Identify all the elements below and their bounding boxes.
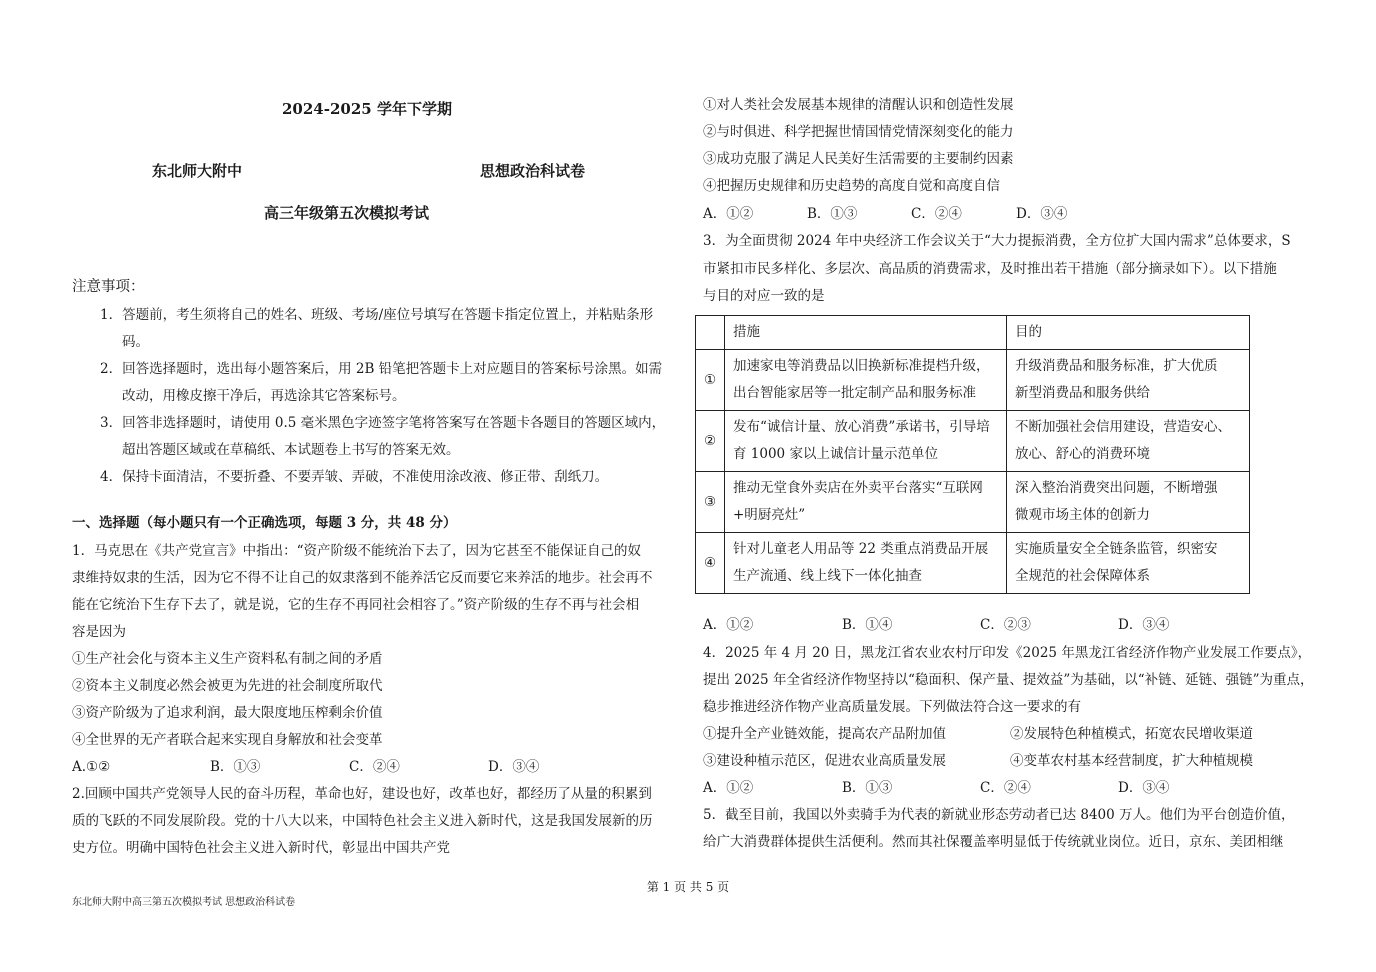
table-row xyxy=(696,533,1250,594)
q4-option-c: C．②④ xyxy=(980,780,1031,796)
q4-item-4: ④变革农村基本经营制度，扩大种植规模 xyxy=(1010,753,1253,769)
q4-item-2: ②发展特色种植模式，拓宽农民增收渠道 xyxy=(1010,726,1253,742)
notice-item-2-line-2: 改动，用橡皮擦干净后，再选涂其它答案标号。 xyxy=(122,388,406,404)
measure-line: 生产流通、线上线下一体化抽查 xyxy=(733,568,922,584)
q2-item-3: ③成功克服了满足人民美好生活需要的主要制约因素 xyxy=(703,151,1014,167)
goal-line: 升级消费品和服务标准，扩大优质 xyxy=(1015,358,1218,374)
measure-cell xyxy=(725,350,1007,411)
table-row xyxy=(696,411,1250,472)
goal-cell xyxy=(1007,411,1250,472)
q4-stem-line: 稳步推进经济作物产业高质量发展。下列做法符合这一要求的有 xyxy=(703,699,1081,715)
q4-stem-line: 4．2025 年 4 月 20 日，黑龙江省农业农村厅印发《2025 年黑龙江省经济作物产业发展工作要点》， xyxy=(703,645,1312,661)
q1-stem-line: 1．马克思在《共产党宣言》中指出：“资产阶级不能统治下去了，因为它甚至不能保证自己的奴 xyxy=(72,543,641,559)
exam-term: 2024-2025 学年下学期 xyxy=(282,100,452,118)
q1-stem-line: 容是因为 xyxy=(72,624,126,640)
row-number: ① xyxy=(696,350,725,411)
q1-option-d: D．③④ xyxy=(488,759,540,775)
notice-item-4: 4．保持卡面清洁，不要折叠、不要弄皱、弄破，不准使用涂改液、修正带、刮纸刀。 xyxy=(100,469,609,485)
q1-option-c: C．②④ xyxy=(349,759,400,775)
goal-line: 全规范的社会保障体系 xyxy=(1015,568,1150,584)
q5-stem-line: 5．截至目前，我国以外卖骑手为代表的新就业形态劳动者已达 8400 万人。他们为平台创造价值， xyxy=(703,807,1295,823)
measure-line: 出台智能家居等一批定制产品和服务标准 xyxy=(733,385,976,401)
goal-line: 新型消费品和服务供给 xyxy=(1015,385,1150,401)
notice-item-2-line-1: 2．回答选择题时，选出每小题答案后，用 2B 铅笔把答题卡上对应题目的答案标号涂黑。如需 xyxy=(100,361,663,377)
q2-option-a: A．①② xyxy=(703,206,754,222)
measure-line: 推动无堂食外卖店在外卖平台落实“互联网 xyxy=(733,480,983,496)
notice-item-3-line-2: 超出答题区域或在草稿纸、本试题卷上书写的答案无效。 xyxy=(122,442,460,458)
school-name: 东北师大附中 xyxy=(152,162,243,180)
subject-name: 思想政治科试卷 xyxy=(480,162,586,180)
table-header-cell: 目的 xyxy=(1007,316,1250,350)
q3-option-b: B．①④ xyxy=(842,617,893,633)
q3-stem-line: 3．为全面贯彻 2024 年中央经济工作会议关于“大力提振消费，全方位扩大国内需求”总体要求，S xyxy=(703,233,1291,249)
q1-stem-line: 隶维持奴隶的生活，因为它不得不让自己的奴隶落到不能养活它反而要它来养活的地步。社会再不 xyxy=(72,570,653,586)
q2-option-c: C．②④ xyxy=(911,206,962,222)
q2-stem-line: 质的飞跃的不同发展阶段。党的十八大以来，中国特色社会主义进入新时代，这是我国发展新的历 xyxy=(72,813,653,829)
measure-cell xyxy=(725,533,1007,594)
q1-item-2: ②资本主义制度必然会被更为先进的社会制度所取代 xyxy=(72,678,383,694)
q1-item-1: ①生产社会化与资本主义生产资料私有制之间的矛盾 xyxy=(72,651,383,667)
page-number: 第 1 页 共 5 页 xyxy=(646,880,730,894)
measures-table xyxy=(695,315,1250,594)
footer-source: 东北师大附中高三第五次模拟考试 思想政治科试卷 xyxy=(72,897,296,908)
table-header-cell: 措施 xyxy=(725,316,1007,350)
measure-line: +明厨亮灶” xyxy=(733,507,806,523)
row-number: ③ xyxy=(696,472,725,533)
goal-cell xyxy=(1007,533,1250,594)
q4-stem-line: 提出 2025 年全省经济作物坚持以“稳面积、保产量、提效益”为基础，以“补链、延链、强链”为重点， xyxy=(703,672,1314,688)
measure-line: 育 1000 家以上诚信计量示范单位 xyxy=(733,446,938,462)
row-number: ④ xyxy=(696,533,725,594)
q1-item-4: ④全世界的无产者联合起来实现自身解放和社会变革 xyxy=(72,732,383,748)
goal-line: 微观市场主体的创新力 xyxy=(1015,507,1150,523)
q3-option-d: D．③④ xyxy=(1118,617,1170,633)
q2-item-4: ④把握历史规律和历史趋势的高度自觉和高度自信 xyxy=(703,178,1000,194)
q4-option-b: B．①③ xyxy=(842,780,893,796)
q4-option-a: A．①② xyxy=(703,780,754,796)
q2-stem-line: 史方位。明确中国特色社会主义进入新时代，彰显出中国共产党 xyxy=(72,840,450,856)
measure-cell xyxy=(725,472,1007,533)
q3-option-c: C．②③ xyxy=(980,617,1031,633)
goal-line: 深入整治消费突出问题，不断增强 xyxy=(1015,480,1218,496)
notice-item-1-line-2: 码。 xyxy=(122,334,149,350)
section-title: 一、选择题（每小题只有一个正确选项，每题 3 分，共 48 分） xyxy=(72,515,457,531)
goal-cell xyxy=(1007,350,1250,411)
q2-item-1: ①对人类社会发展基本规律的清醒认识和创造性发展 xyxy=(703,97,1014,113)
measure-line: 针对儿童老人用品等 22 类重点消费品开展 xyxy=(733,541,989,557)
q1-option-b: B．①③ xyxy=(210,759,261,775)
goal-cell xyxy=(1007,472,1250,533)
table-row xyxy=(696,350,1250,411)
q1-option-a: A.①② xyxy=(72,759,111,775)
q1-stem-line: 能在它统治下生存下去了，就是说，它的生存不再同社会相容了。”资产阶级的生存不再与社会相 xyxy=(72,597,640,613)
measure-line: 加速家电等消费品以旧换新标准提档升级， xyxy=(733,358,990,374)
goal-line: 实施质量安全全链条监管，织密安 xyxy=(1015,541,1218,557)
notice-item-3-line-1: 3．回答非选择题时，请使用 0.5 毫米黑色字迹签字笔将答案写在答题卡各题目的答题区域内， xyxy=(100,415,666,431)
q3-stem-line: 市紧扣市民多样化、多层次、高品质的消费需求，及时推出若干措施（部分摘录如下）。以下措施 xyxy=(703,261,1277,277)
notice-title: 注意事项： xyxy=(72,279,145,295)
q2-option-b: B．①③ xyxy=(807,206,858,222)
goal-line: 不断加强社会信用建设，营造安心、 xyxy=(1015,419,1231,435)
table-header-row xyxy=(696,316,1250,350)
q2-item-2: ②与时俱进、科学把握世情国情党情深刻变化的能力 xyxy=(703,124,1014,140)
table-row xyxy=(696,472,1250,533)
q1-item-3: ③资产阶级为了追求利润，最大限度地压榨剩余价值 xyxy=(72,705,383,721)
q2-option-d: D．③④ xyxy=(1016,206,1068,222)
q3-option-a: A．①② xyxy=(703,617,754,633)
q2-stem-line: 2.回顾中国共产党领导人民的奋斗历程，革命也好，建设也好，改革也好，都经历了从量的积累到 xyxy=(72,786,652,802)
goal-line: 放心、舒心的消费环境 xyxy=(1015,446,1150,462)
q5-stem-line: 给广大消费群体提供生活便利。然而其社保覆盖率明显低于传统就业岗位。近日，京东、美团相继 xyxy=(703,834,1284,850)
q4-option-d: D．③④ xyxy=(1118,780,1170,796)
q3-stem-line: 与目的对应一致的是 xyxy=(703,288,825,304)
measure-cell xyxy=(725,411,1007,472)
row-number: ② xyxy=(696,411,725,472)
measure-line: 发布“诚信计量、放心消费”承诺书，引导培 xyxy=(733,419,990,435)
q4-item-3: ③建设种植示范区，促进农业高质量发展 xyxy=(703,753,946,769)
q4-item-1: ①提升全产业链效能，提高农产品附加值 xyxy=(703,726,946,742)
exam-title: 高三年级第五次模拟考试 xyxy=(264,204,430,222)
table-header-cell xyxy=(696,316,725,350)
notice-item-1-line-1: 1．答题前，考生须将自己的姓名、班级、考场/座位号填写在答题卡指定位置上，并粘贴条形 xyxy=(100,307,654,323)
